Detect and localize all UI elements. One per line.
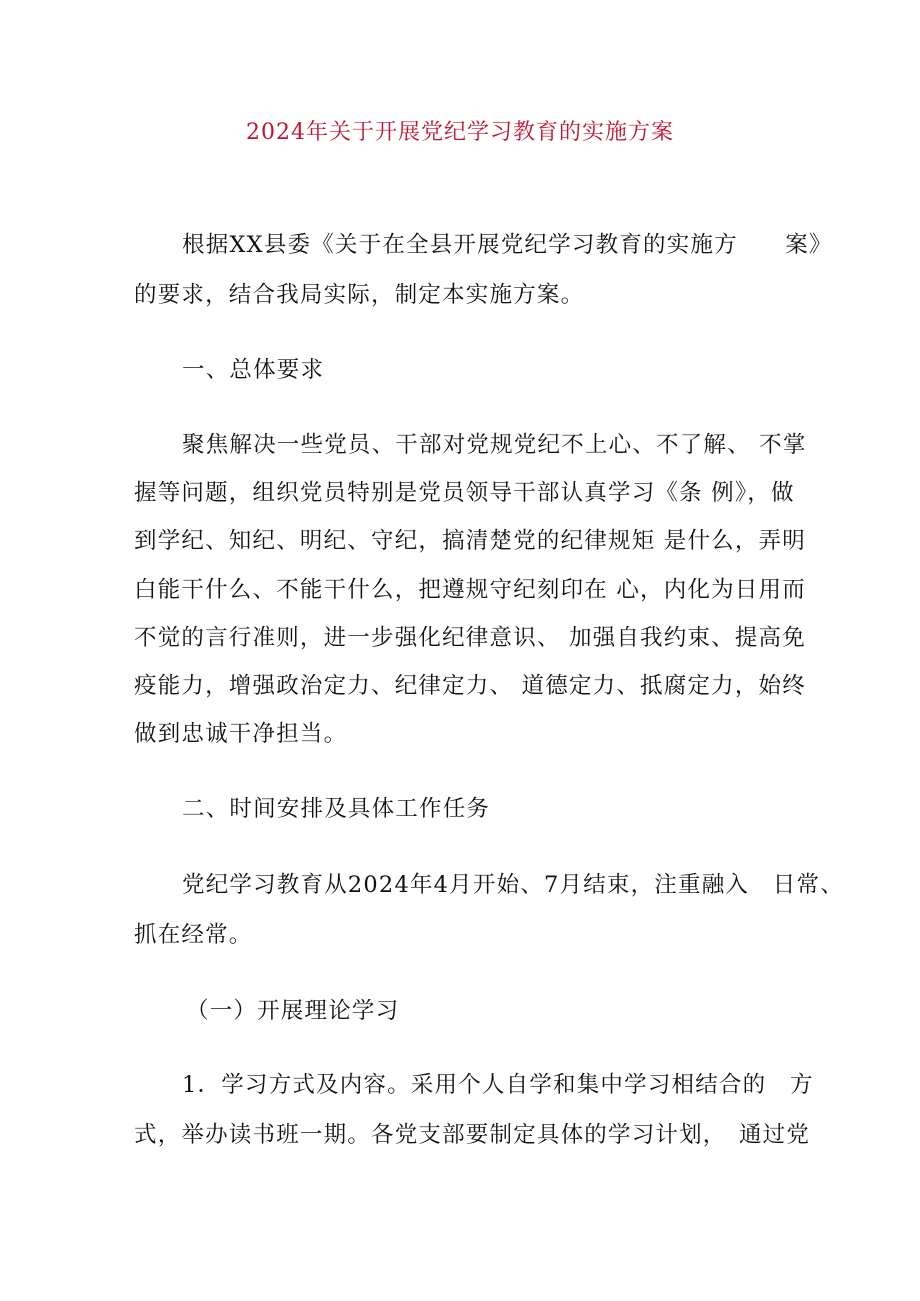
paragraph-2-line-7: 做到忠诚干净担当。 xyxy=(134,721,348,747)
paragraph-2-line-4: 白能干什么、不能干什么，把遵规守纪刻印在 心，内化为日用而 xyxy=(134,577,806,603)
paragraph-2-line-6: 疫能力，增强政治定力、纪律定力、 道德定力、抵腐定力，始终 xyxy=(134,673,806,699)
paragraph-2-line-3: 到学纪、知纪、明纪、守纪，搞清楚党的纪律规矩 是什么，弄明 xyxy=(134,528,806,554)
paragraph-2-line-1: 聚焦解决一些党员、干部对党规党纪不上心、不了解、 不掌 xyxy=(182,432,807,458)
section-heading-2: 二、时间安排及具体工作任务 xyxy=(182,796,491,822)
paragraph-2-line-2: 握等问题，组织党员特别是党员领导干部认真学习《条 例》，做 xyxy=(134,480,795,506)
document-title: 2024年关于开展党纪学习教育的实施方案 xyxy=(246,120,674,145)
section-heading-1: 一、总体要求 xyxy=(182,357,325,383)
paragraph-1-line-2: 的要求，结合我局实际，制定本实施方案。 xyxy=(134,282,585,308)
paragraph-2-line-5: 不觉的言行准则，进一步强化纪律意识、 加强自我约束、提高免 xyxy=(134,625,806,651)
paragraph-3-line-2: 抓在经常。 xyxy=(134,922,253,948)
paragraph-4-line-2: 式，举办读书班一期。各党支部要制定具体的学习计划， 通过党 xyxy=(134,1122,811,1148)
subsection-heading-1: （一）开展理论学习 xyxy=(186,998,400,1024)
paragraph-4-line-1: 1．学习方式及内容。采用个人自学和集中学习相结合的 方 xyxy=(182,1072,814,1098)
paragraph-3-line-1: 党纪学习教育从2024年4月开始、7月结束，注重融入 日常、 xyxy=(182,872,844,898)
paragraph-1-line-1: 根据XX县委《关于在全县开展党纪学习教育的实施方 案》 xyxy=(182,232,833,258)
